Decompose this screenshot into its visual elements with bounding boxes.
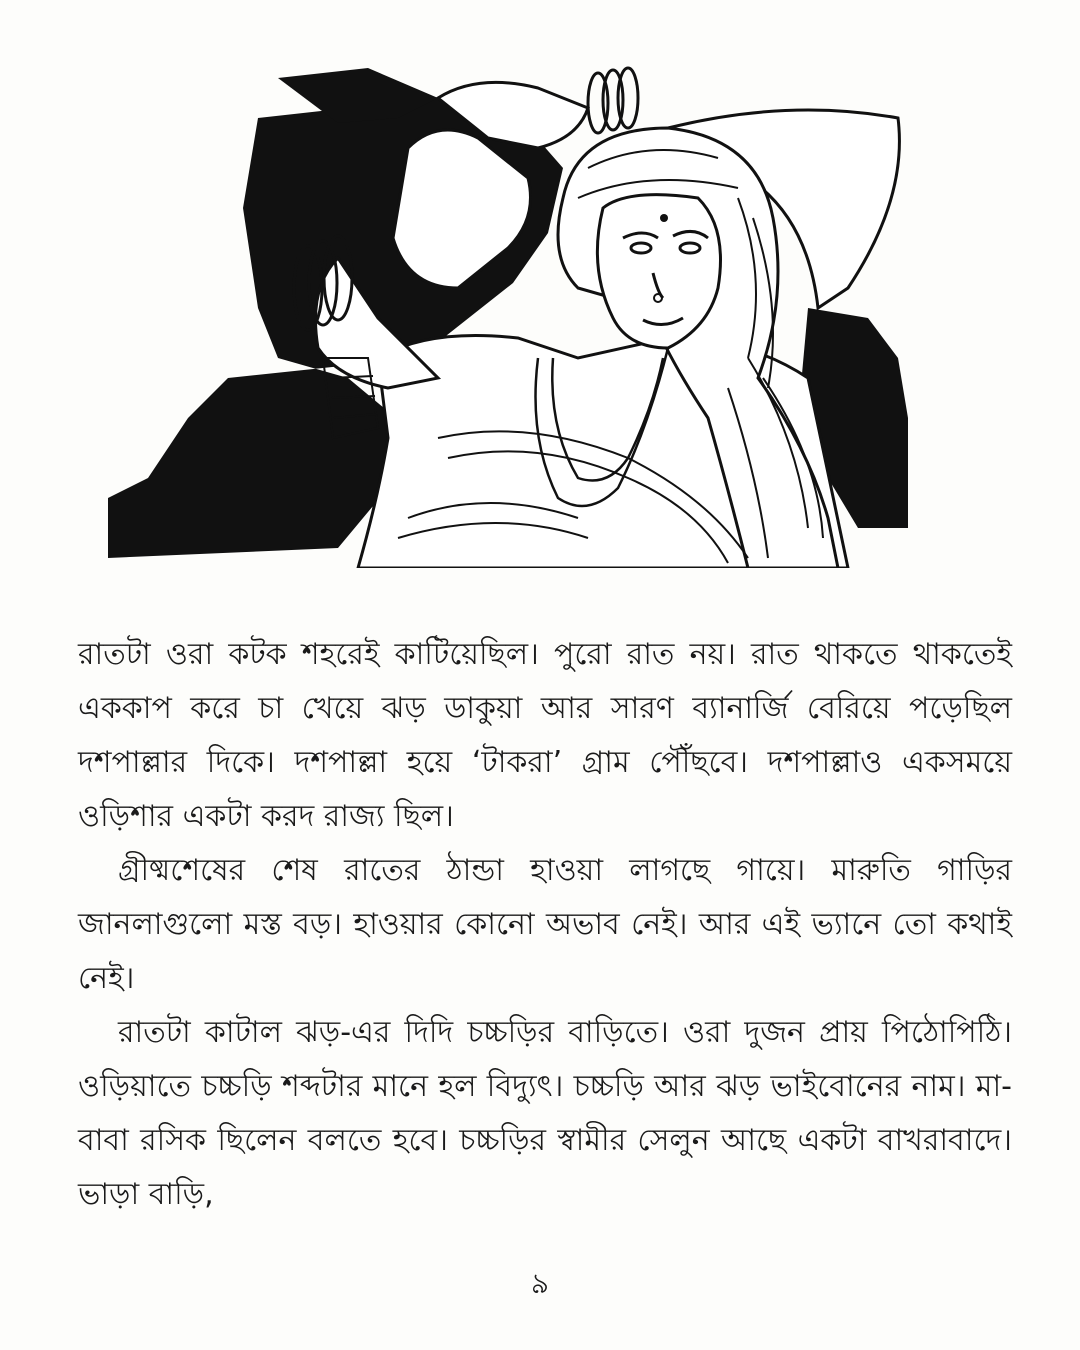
paragraph-2: গ্রীষ্মশেষের শেষ রাতের ঠান্ডা হাওয়া লাগছে গায়ে। মারুতি গাড়ির জানলাগুলো মস্ত বড়। হাওয়ার কোনো অভাব নেই। আর এই ভ্যানে তো কথাই নেই। [78,853,1012,996]
story-text [78,628,1012,1222]
woman-illustration [108,58,908,568]
page-number: ৯ [530,1267,550,1300]
paragraph-3: রাতটা কাটাল ঝড়-এর দিদি চচ্চড়ির বাড়িতে। ওরা দুজন প্রায় পিঠোপিঠি। ওড়িয়াতে চচ্চড়ি শব্দটার মানে হল বিদ্যুৎ। চচ্চড়ি আর ঝড় ভাইবোনের নাম। মা-বাবা রসিক ছিলেন বলতে হবে। চচ্চড়ির স্বামীর সেলুন আছে একটা বাখরাবাদে। ভাড়া বাড়ি, [78,1015,1012,1212]
paragraph-1: রাতটা ওরা কটক শহরেই কাটিয়েছিল। পুরো রাত নয়। রাত থাকতে থাকতেই এককাপ করে চা খেয়ে ঝড় ডাকুয়া আর সারণ ব্যানার্জি বেরিয়ে পড়েছিল দশপাল্লার দিকে। দশপাল্লা হয়ে ‘টাকরা’ গ্রাম পৌঁছবে। দশপাল্লাও একসময়ে ওড়িশার একটা করদ রাজ্য ছিল। [78,637,1012,834]
